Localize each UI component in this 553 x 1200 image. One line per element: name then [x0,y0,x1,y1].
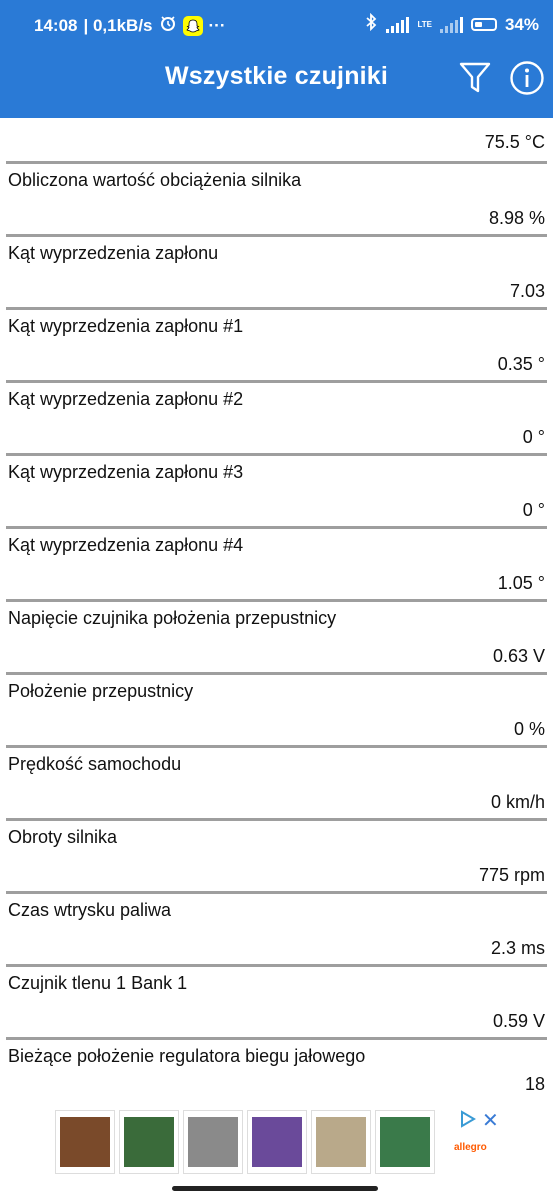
status-bar [0,0,553,48]
home-indicator[interactable] [172,1186,378,1191]
sensor-label: Położenie przepustnicy [8,681,194,701]
sensor-value: 75.5 °C [484,132,545,152]
sensor-value: 0 % [513,719,545,739]
status-time: 14:08 [34,15,78,35]
sensor-value: 7.03 [509,281,545,301]
sensor-label: Prędkość samochodu [8,754,182,774]
bluetooth-icon [364,13,378,36]
ad-product-image[interactable] [119,1110,179,1174]
ad-image-fill [316,1117,366,1167]
sensor-row[interactable] [0,675,553,748]
lte-indicator [417,21,432,29]
sensor-value: 0 ° [522,427,545,447]
sensor-label: Obliczona wartość obciążenia silnika [8,170,302,190]
filter-icon [457,60,493,96]
ad-product-image[interactable] [375,1110,435,1174]
ad-image-fill [60,1117,110,1167]
sensor-value: 775 rpm [478,865,545,885]
filter-button[interactable] [457,60,493,96]
status-right [364,13,539,36]
network-speed: | 0,1kB/s [83,15,153,35]
signal-icon [386,17,409,33]
sensor-label: Kąt wyprzedzenia zapłonu #3 [8,462,244,482]
ad-choices-icon[interactable] [459,1110,477,1133]
sensor-value: 18 [524,1074,545,1094]
sensor-label: Czas wtrysku paliwa [8,900,172,920]
sensor-label: Kąt wyprzedzenia zapłonu #2 [8,389,244,409]
ad-product-image[interactable] [55,1110,115,1174]
sensor-label: Obroty silnika [8,827,118,847]
sensor-value: 8.98 % [488,208,545,228]
sensor-row[interactable] [0,529,553,602]
battery-level: 34% [504,14,539,34]
sensor-value: 1.05 ° [497,573,545,593]
sensor-row[interactable] [0,310,553,383]
battery-icon [471,18,497,31]
sensor-row[interactable] [0,748,553,821]
ad-product-image[interactable] [247,1110,307,1174]
snapchat-icon [183,16,203,36]
sensor-list[interactable] [0,118,553,1113]
page-title: Wszystkie czujniki [164,62,389,90]
info-icon [509,60,545,96]
ad-product-image[interactable] [311,1110,371,1174]
sensor-row[interactable] [0,894,553,967]
sensor-row[interactable] [0,164,553,237]
ad-image-fill [124,1117,174,1167]
ad-close-icon[interactable]: ✕ [482,1110,499,1132]
sensor-value: 0.35 ° [497,354,545,374]
sensor-value: 0.59 V [492,1011,545,1031]
sensor-label: Napięcie czujnika położenia przepustnicy [8,608,337,628]
sensor-row[interactable] [0,821,553,894]
sensor-row[interactable] [0,383,553,456]
sensor-value: 2.3 ms [490,938,545,958]
sensor-row[interactable] [0,118,553,164]
ad-image-fill [188,1117,238,1167]
sensor-label: Bieżące położenie regulatora biegu jałowego [8,1046,366,1066]
sensor-value: 0 ° [522,500,545,520]
app-bar [0,0,553,118]
sensor-row[interactable] [0,602,553,675]
sensor-label: Kąt wyprzedzenia zapłonu #1 [8,316,244,336]
sensor-row[interactable] [0,967,553,1040]
info-button[interactable] [509,60,545,96]
sensor-row[interactable] [0,237,553,310]
status-left [34,14,226,37]
ad-brand[interactable]: allegro [454,1142,487,1153]
sensor-value: 0 km/h [490,792,545,812]
signal-icon-2 [440,17,463,33]
sensor-value: 0.63 V [492,646,545,666]
ad-image-fill [252,1117,302,1167]
ad-product-image[interactable] [183,1110,243,1174]
ad-image-fill [380,1117,430,1167]
alarm-icon [159,14,177,37]
sensor-label: Czujnik tlenu 1 Bank 1 [8,973,188,993]
sensor-row[interactable] [0,456,553,529]
more-notifications-icon: ··· [208,15,226,35]
lte-label: LTE [417,19,432,29]
ad-banner[interactable] [0,1102,553,1182]
sensor-label: Kąt wyprzedzenia zapłonu #4 [8,535,244,555]
sensor-label: Kąt wyprzedzenia zapłonu [8,243,219,263]
